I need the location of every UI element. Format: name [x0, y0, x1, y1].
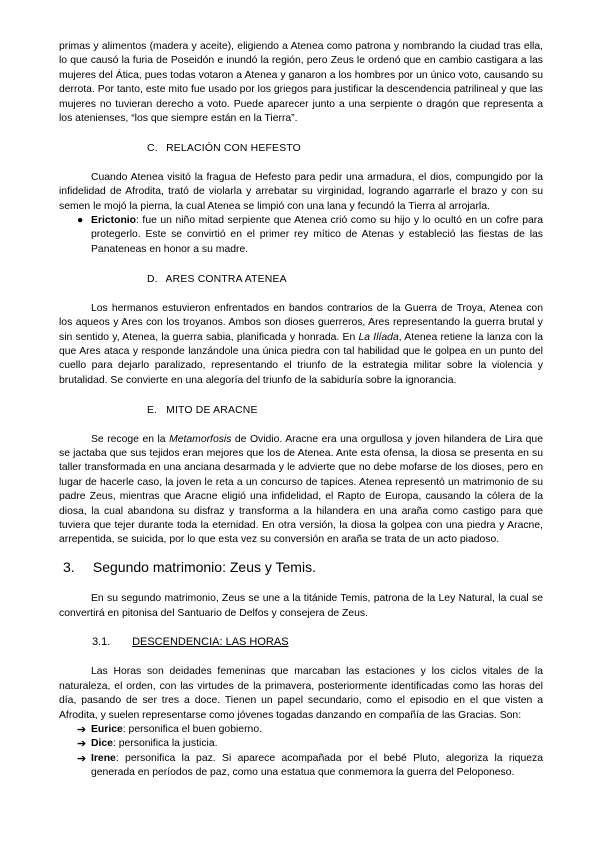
aracne-paragraph	[59, 433, 543, 548]
subheading-e	[147, 404, 543, 418]
aracne-text-a: Se recoge en la	[91, 433, 170, 445]
horas-list	[59, 723, 543, 781]
subheading-c	[147, 142, 543, 156]
subheading-d-letter: D.	[147, 274, 158, 286]
temis-paragraph: En su segundo matrimonio, Zeus se une a la titánide Temis, patrona de la Ley Natural, la cual se convertirá en pitonisa del Santuario de Delfos y consejera de Zeus.	[59, 593, 543, 619]
ares-text-a: Los hermanos estuvieron enfrentados en bandos contrarios de la Guerra de Troya, Atenea con los aqueos y Ares con los troyanos. Ambos son dioses guerreros, Ares representando la guerra brutal y sin sentido y, Atenea, la guerra sabia, planificada y honrada. En	[59, 302, 543, 343]
subsection-3-1-heading	[92, 635, 543, 649]
list-item	[59, 752, 543, 781]
list-item	[59, 737, 543, 751]
hefesto-paragraph: Cuando Atenea visitó la fragua de Hefesto para pedir una armadura, el dios, compungido por la infidelidad de Afrodita, trató de violarla y arrebatar su virginidad, logrando agarrarle el brazo y con su semen le mojó la pierna, la cual Atenea se limpió con una lana y fecundó la Tierra al arrojarla.	[59, 171, 543, 212]
arrow-right-icon: ➔	[77, 738, 87, 751]
subheading-e-letter: E.	[147, 405, 158, 417]
item-text: : personifica el buen gobierno.	[122, 724, 262, 736]
list-item	[59, 214, 543, 257]
arrow-right-icon: ➔	[77, 752, 87, 765]
item-term: Eurice	[91, 724, 123, 736]
item-term: Dice	[91, 738, 113, 750]
document-page	[59, 40, 543, 781]
horas-paragraph: Las Horas son deidades femeninas que marcaban las estaciones y los ciclos vitales de la naturaleza, el orden, con las virtudes de la primavera, posteriormente identificadas como las horas del día, pasando de ser tres a doce. Tienen un papel secundario, como el episodio en el que visten a Afrodita, y suelen representarse como jóvenes togadas danzando en compañía de las Gracias. Son:	[59, 666, 543, 721]
subheading-c-letter: C.	[147, 143, 158, 155]
section-3-heading	[63, 560, 543, 574]
iliada-title: La Ilíada	[358, 331, 399, 343]
item-term: Irene	[91, 752, 116, 764]
bullet-text: : fue un niño mitad serpiente que Atenea crió como su hijo y lo ocultó en un cofre para protegerlo. Este se convirtió en el primer rey mítico de Atenas y estableció las fiestas de las Panateneas en honor a su madre.	[91, 215, 543, 255]
ares-text-b: , Atenea retiene la lanza con la que Ares ataca y responde lanzándole una única piedra con tal habilidad que le golpea en un punto del cuello para dejarlo paralizado, representando el triunfo de la estrategia militar sobre la violencia y brutalidad. Se convierte en una alegoría del triunfo de la sabiduría sobre la ignorancia.	[59, 331, 543, 386]
bullet-term: Erictonio	[91, 215, 137, 227]
section-3-title: Segundo matrimonio: Zeus y Temis.	[92, 558, 316, 575]
aracne-text-b: de Ovidio. Aracne era una orgullosa y joven hilandera de Lira que se jactaba que sus tejidos eran mejores que los de Atenea. Ante esta ofensa, la diosa se presenta en su taller transformada en una anciana desarmada y le advierte que no debe mofarse de los dioses, pero en lugar de hacerle caso, la joven le reta a un concurso de tapices. Atenea representó un matrimonio de su padre Zeus, mientras que Aracne eligió una infidelidad, el Rapto de Europa, causando la cólera de la diosa, la cual abandona su disfraz y transforma a la hilandera en una araña como castigo para que tuviera que tejer durante toda la eternidad. En otra versión, la diosa la golpea con una piedra y Aracne, arrepentida, se suicida, por lo que esta vez su conversión en araña se trata de un acto piadoso.	[59, 433, 543, 546]
section-3-number: 3.	[63, 558, 75, 575]
item-text: : personifica la justicia.	[112, 738, 218, 750]
arrow-right-icon: ➔	[77, 724, 87, 737]
bullet-dot-icon: ●	[77, 215, 84, 227]
subheading-e-title: MITO DE ARACNE	[166, 405, 258, 417]
subheading-d	[147, 273, 543, 287]
subheading-c-title: RELACIÓN CON HEFESTO	[166, 143, 301, 155]
subheading-d-title: ARES CONTRA ATENEA	[165, 274, 287, 286]
metamorfosis-title: Metamorfosis	[169, 433, 232, 445]
item-text: : personifica la paz. Si aparece acompañada por el bebé Pluto, alegoriza la riqueza generada en períodos de paz, como una estatua que conmemora la guerra del Peloponeso.	[91, 752, 543, 779]
ares-paragraph	[59, 302, 543, 388]
subsection-3-1-title: DESCENDENCIA: LAS HORAS	[132, 636, 289, 648]
intro-paragraph: primas y alimentos (madera y aceite), eligiendo a Atenea como patrona y nombrando la ciudad tras ella, lo que causó la furia de Poseidón e inundó la región, pero Zeus le ordenó que en cambio castigara a las mujeres del Ática, pues todas votaron a Atenea y ganaron a los hombres por un único voto, causando su derrota. Por tanto, este mito fue usado por los griegos para justificar la descendencia patrilineal y que las mujeres no tuvieran derecho a voto. Puede aparecer junto a una serpiente o dragón que representa a los atenienses, “los que siempre están en la Tierra”.	[59, 41, 543, 125]
subsection-3-1-number: 3.1.	[92, 636, 111, 648]
hefesto-bullet-list	[59, 214, 543, 257]
list-item	[59, 723, 543, 737]
